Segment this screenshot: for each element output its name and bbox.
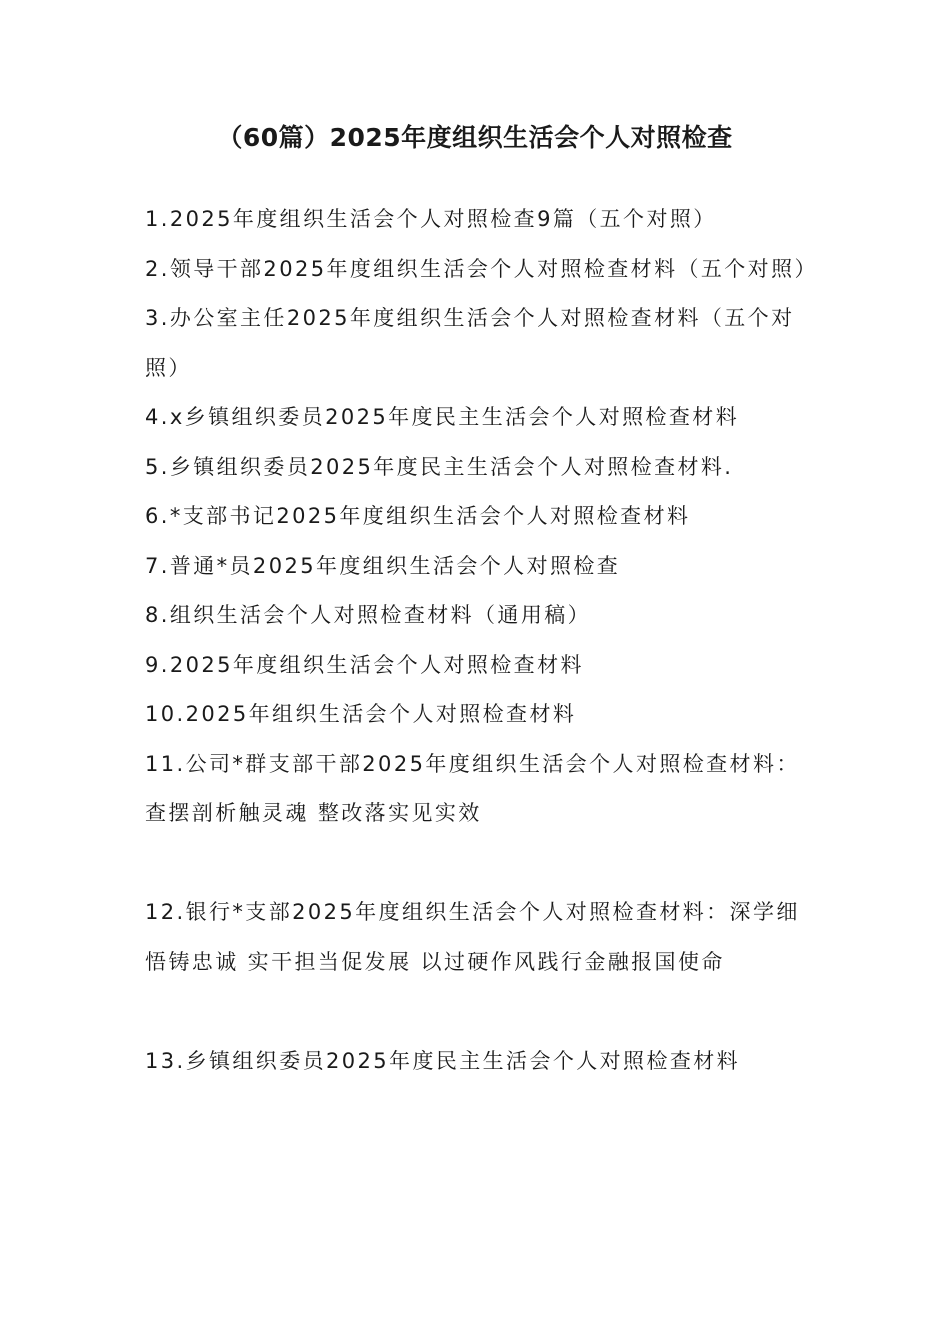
list-item: 1.2025年度组织生活会个人对照检查9篇（五个对照） [145,207,717,231]
list-item: 3.办公室主任2025年度组织生活会个人对照检查材料（五个对照） [145,306,795,380]
list-item: 2.领导干部2025年度组织生活会个人对照检查材料（五个对照） [145,256,818,281]
list-item: 6.*支部书记2025年度组织生活会个人对照检查材料 [145,504,691,528]
list-item: 11.公司*群支部干部2025年度组织生活会个人对照检查材料：查摆剖析触灵魂 整改落实见实效 [145,751,800,825]
list-item: 13.乡镇组织委员2025年度民主生活会个人对照检查材料 [145,1048,741,1073]
document-item-list [145,195,818,1086]
list-item: 8.组织生活会个人对照检查材料（通用稿） [145,603,592,627]
list-item: 7.普通*员2025年度组织生活会个人对照检查 [145,553,621,578]
list-item: 12.银行*支部2025年度组织生活会个人对照检查材料：深学细悟铸忠诚 实干担当促发展 以过硬作风践行金融报国使命 [145,900,800,974]
document-title: （60篇）2025年度组织生活会个人对照检查 [217,123,733,152]
list-item: 5.乡镇组织委员2025年度民主生活会个人对照检查材料. [145,454,734,479]
list-item: 9.2025年度组织生活会个人对照检查材料 [145,652,584,677]
list-item: 4.x乡镇组织委员2025年度民主生活会个人对照检查材料 [145,405,740,429]
list-item: 10.2025年组织生活会个人对照检查材料 [145,702,577,726]
